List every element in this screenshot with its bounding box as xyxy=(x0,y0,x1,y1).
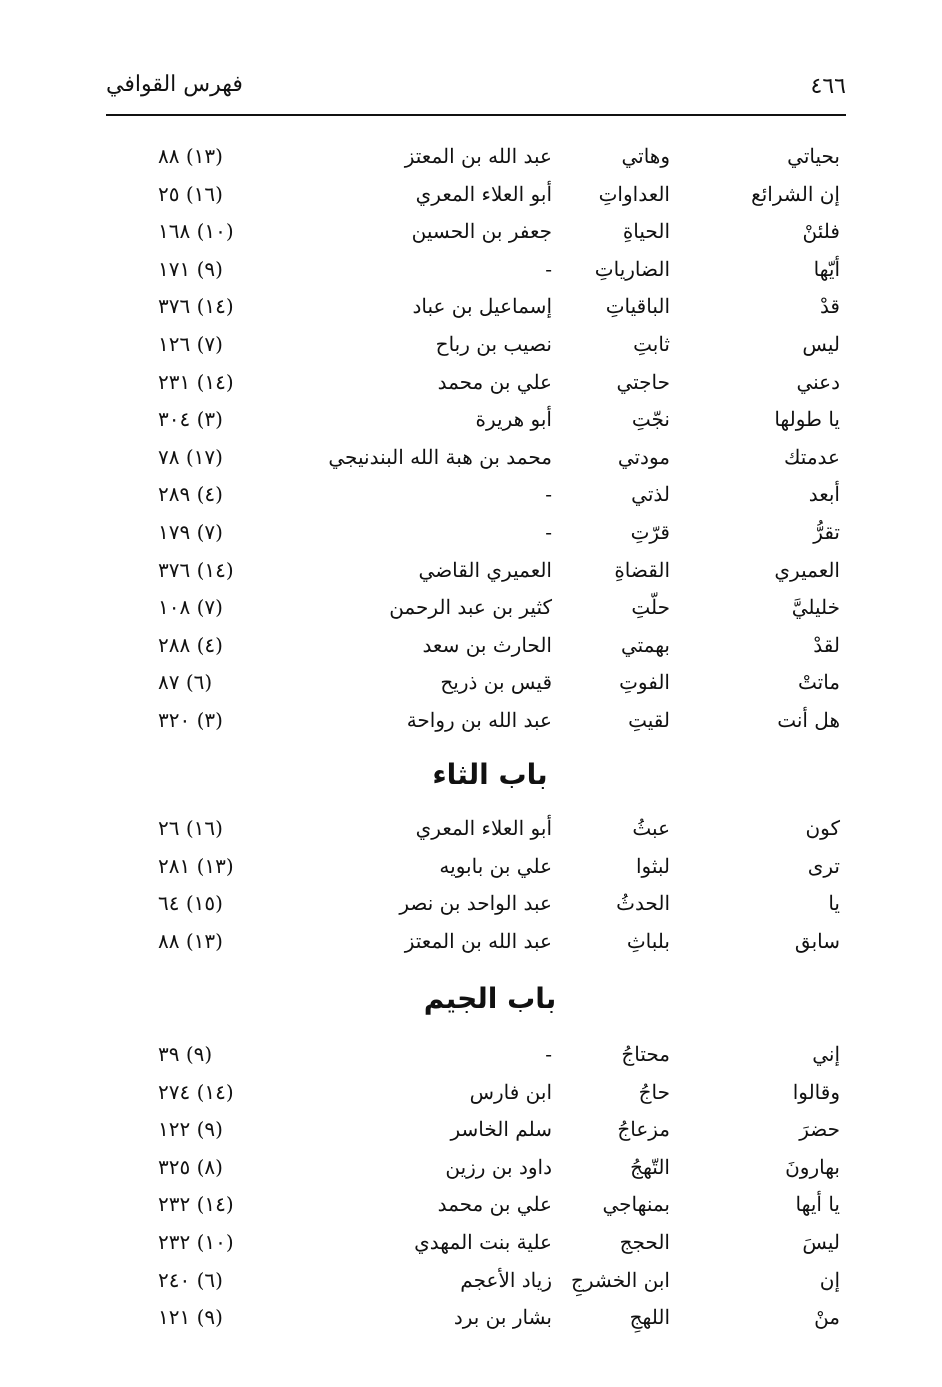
rhyme-word: الضارياتِ xyxy=(594,256,670,281)
page-reference: (١٧) ٧٨ xyxy=(158,444,223,469)
rhyme-word: نجّتِ xyxy=(631,407,670,432)
index-row xyxy=(140,366,840,404)
rhyme-index-section-thaa xyxy=(140,812,840,962)
poet-name: إسماعيل بن عباد xyxy=(412,294,552,319)
rhyme-word: القضاةِ xyxy=(614,557,670,582)
verse-opening: العميري xyxy=(774,557,840,582)
rhyme-word: الحجج xyxy=(619,1229,670,1254)
rhyme-word: عبثُ xyxy=(632,816,670,840)
poet-name: - xyxy=(545,519,552,544)
index-row xyxy=(140,253,840,291)
page-reference: (١٠) ٢٣٢ xyxy=(158,1229,234,1254)
index-row xyxy=(140,441,840,479)
verse-opening: لقدْ xyxy=(813,632,840,657)
rhyme-index-section-1 xyxy=(140,140,840,742)
page-reference: (٤) ٢٨٨ xyxy=(158,632,223,657)
poet-name: محمد بن هبة الله البندنيجي xyxy=(328,444,552,469)
verse-opening: يا xyxy=(828,891,840,916)
verse-opening: ماتتْ xyxy=(797,670,840,695)
poet-name: عبد الواحد بن نصر xyxy=(399,891,552,916)
index-row xyxy=(140,178,840,216)
verse-opening: ترى xyxy=(807,853,840,878)
page-reference: (٩) ١٢١ xyxy=(158,1305,223,1330)
index-row xyxy=(140,1076,840,1114)
verse-opening: يا طولها xyxy=(774,407,840,432)
index-row xyxy=(140,554,840,592)
index-row xyxy=(140,887,840,925)
verse-opening: حضرَ xyxy=(799,1117,840,1142)
page-reference: (٦) ٨٧ xyxy=(158,670,213,695)
page-reference: (٧) ١٢٦ xyxy=(158,331,223,356)
rhyme-word: مزعاجُ xyxy=(617,1117,670,1142)
index-row xyxy=(140,403,840,441)
verse-opening: قدْ xyxy=(819,294,840,319)
page-reference: (١٣) ٢٨١ xyxy=(158,853,234,878)
verse-opening: سابق xyxy=(794,928,840,953)
rhyme-word: قرّتِ xyxy=(630,519,670,544)
verse-opening: بهارونَ xyxy=(785,1154,840,1179)
poet-name: نصيب بن رباح xyxy=(435,331,552,356)
poet-name: العميري القاضي xyxy=(418,557,552,582)
index-row xyxy=(140,1226,840,1264)
rhyme-word: الفوتِ xyxy=(619,670,670,695)
verse-opening: عدمتك xyxy=(783,444,840,469)
rhyme-word: لقيتِ xyxy=(628,707,670,732)
poet-name: أبو العلاء المعري xyxy=(415,181,552,206)
poet-name: عبد الله بن المعتز xyxy=(404,144,552,168)
verse-opening: منْ xyxy=(814,1305,840,1330)
rhyme-word: التّهجُ xyxy=(630,1154,670,1179)
rhyme-word: الباقياتِ xyxy=(605,294,670,319)
rhyme-word: ثابتِ xyxy=(633,331,670,356)
poet-name: زياد الأعجم xyxy=(460,1267,552,1292)
rhyme-word: لبثوا xyxy=(635,853,670,878)
page-reference: (١٤) ٣٧٦ xyxy=(158,294,234,319)
page-reference: (١٥) ٦٤ xyxy=(158,891,223,916)
poet-name: - xyxy=(545,1042,552,1066)
rhyme-index-section-jeem xyxy=(140,1038,840,1339)
chapter-heading-jeem: باب الجيم xyxy=(423,982,557,1015)
poet-name: سلم الخاسر xyxy=(450,1117,552,1142)
index-row xyxy=(140,812,840,850)
page-reference: (٧) ١٠٨ xyxy=(158,595,223,620)
rhyme-word: ابن الخشرجِ xyxy=(570,1267,670,1292)
index-row xyxy=(140,629,840,667)
verse-opening: أبعد xyxy=(808,482,840,507)
page-reference: (٤) ٢٨٩ xyxy=(158,482,223,507)
poet-name: علي بن بابويه xyxy=(439,853,552,878)
index-row xyxy=(140,704,840,742)
verse-opening: إن الشرائع xyxy=(751,181,840,206)
rhyme-word: محتاجُ xyxy=(621,1042,670,1066)
rhyme-word: حلّتِ xyxy=(631,595,670,620)
rhyme-word: حاجُ xyxy=(638,1079,670,1104)
page-reference: (١٤) ٢٧٤ xyxy=(158,1079,234,1104)
rhyme-word: بلباثِ xyxy=(626,928,670,953)
poet-name: قيس بن ذريح xyxy=(440,670,552,695)
verse-opening: وقالوا xyxy=(792,1079,840,1104)
index-row xyxy=(140,666,840,704)
index-row xyxy=(140,1264,840,1302)
index-row xyxy=(140,1151,840,1189)
index-row xyxy=(140,290,840,328)
rhyme-word: لذتي xyxy=(631,482,670,507)
verse-opening: إني xyxy=(812,1042,840,1066)
page-reference: (٨) ٣٢٥ xyxy=(158,1154,223,1179)
rhyme-word: حاجتي xyxy=(616,369,670,394)
index-row xyxy=(140,328,840,366)
poet-name: عبد الله بن المعتز xyxy=(404,928,552,953)
verse-opening: ليس xyxy=(802,331,840,356)
poet-name: الحارث بن سعد xyxy=(422,632,552,657)
verse-opening: فلئنْ xyxy=(802,219,840,244)
page-reference: (٣) ٣٠٤ xyxy=(158,407,223,432)
page-reference: (١٠) ١٦٨ xyxy=(158,219,234,244)
page-reference: (٣) ٣٢٠ xyxy=(158,707,223,732)
verse-opening: هل أنت xyxy=(777,707,840,732)
rhyme-word: العداواتِ xyxy=(598,181,670,206)
poet-name: عبد الله بن رواحة xyxy=(406,707,552,732)
poet-name: علية بنت المهدي xyxy=(414,1229,552,1254)
page-reference: (١٤) ٢٣٢ xyxy=(158,1192,234,1217)
page-reference: (٩) ١٢٢ xyxy=(158,1117,223,1142)
verse-opening: يا أيها xyxy=(795,1192,840,1217)
rhyme-word: اللهجِ xyxy=(629,1305,670,1330)
chapter-heading-thaa: باب الثاء xyxy=(432,758,548,791)
page-reference: (٧) ١٧٩ xyxy=(158,519,223,544)
rhyme-word: وهاتي xyxy=(621,144,670,168)
page-reference: (٩) ٣٩ xyxy=(158,1042,213,1066)
verse-opening: ليسَ xyxy=(802,1229,840,1254)
index-row xyxy=(140,478,840,516)
index-row xyxy=(140,1038,840,1076)
page-reference: (٩) ١٧١ xyxy=(158,256,223,281)
verse-opening: كون xyxy=(805,816,840,840)
rhyme-word: بمنهاجي xyxy=(602,1192,670,1217)
index-row xyxy=(140,516,840,554)
poet-name: أبو هريرة xyxy=(475,407,552,432)
index-row xyxy=(140,850,840,888)
index-row xyxy=(140,1113,840,1151)
page-reference: (١٤) ٣٧٦ xyxy=(158,557,234,582)
poet-name: جعفر بن الحسين xyxy=(411,219,552,244)
index-row xyxy=(140,215,840,253)
page-number: ٤٦٦ xyxy=(810,74,846,99)
verse-opening: بحياتي xyxy=(787,144,840,168)
rhyme-word: الحياةِ xyxy=(622,219,670,244)
rhyme-word: الحدثُ xyxy=(616,891,670,916)
index-row xyxy=(140,1301,840,1339)
poet-name: أبو العلاء المعري xyxy=(415,816,552,840)
rhyme-word: بهمتي xyxy=(620,632,670,657)
rhyme-word: مودتي xyxy=(617,444,670,469)
poet-name: بشار بن برد xyxy=(453,1305,552,1330)
page-reference: (١٣) ٨٨ xyxy=(158,928,223,953)
page-header xyxy=(106,70,846,116)
verse-opening: إن xyxy=(819,1267,840,1292)
index-row xyxy=(140,1188,840,1226)
poet-name: كثير بن عبد الرحمن xyxy=(389,595,552,620)
verse-opening: دعني xyxy=(796,369,840,394)
poet-name: ابن فارس xyxy=(469,1079,552,1104)
poet-name: - xyxy=(545,256,552,281)
poet-name: - xyxy=(545,482,552,507)
poet-name: علي بن محمد xyxy=(437,369,552,394)
poet-name: علي بن محمد xyxy=(437,1192,552,1217)
index-row xyxy=(140,140,840,178)
page-reference: (١٣) ٨٨ xyxy=(158,144,223,168)
verse-opening: تقرُّ xyxy=(813,519,840,544)
index-row xyxy=(140,591,840,629)
poet-name: داود بن رزين xyxy=(445,1154,552,1179)
page-reference: (١٦) ٢٦ xyxy=(158,816,223,840)
running-title: فهرس القوافي xyxy=(106,72,243,97)
verse-opening: أيّها xyxy=(813,256,840,281)
page-reference: (١٦) ٢٥ xyxy=(158,181,223,206)
page-reference: (١٤) ٢٣١ xyxy=(158,369,234,394)
page-reference: (٦) ٢٤٠ xyxy=(158,1267,223,1292)
index-row xyxy=(140,925,840,963)
verse-opening: خليليَّ xyxy=(791,595,840,620)
